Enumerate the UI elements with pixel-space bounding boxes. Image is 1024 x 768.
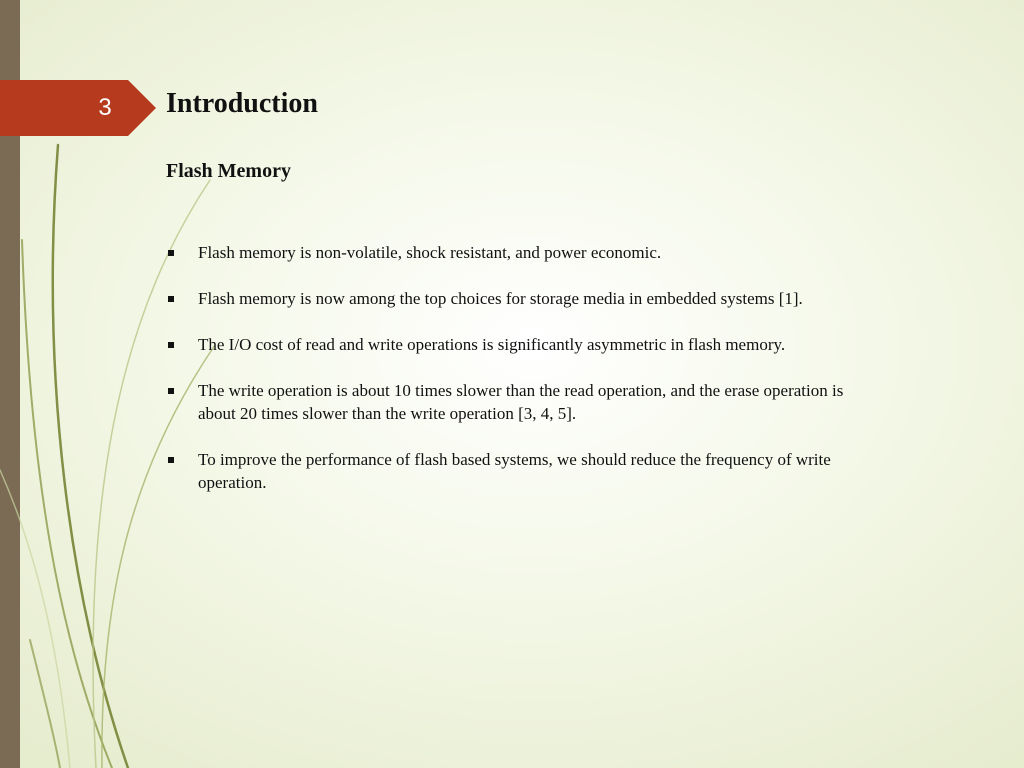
slide-title: Introduction [166, 88, 318, 119]
bullet-item [166, 287, 846, 310]
bullet-list [166, 241, 846, 517]
square-bullet-icon [168, 388, 174, 394]
square-bullet-icon [168, 250, 174, 256]
bullet-item [166, 379, 846, 425]
bullet-text: To improve the performance of flash based systems, we should reduce the frequency of write operation. [198, 450, 831, 492]
bullet-item [166, 333, 846, 356]
bullet-item [166, 241, 846, 264]
bullet-text: Flash memory is non-volatile, shock resistant, and power economic. [198, 243, 662, 262]
square-bullet-icon [168, 342, 174, 348]
bullet-text: Flash memory is now among the top choices for storage media in embedded systems [1]. [198, 289, 803, 308]
slide-subtitle: Flash Memory [166, 160, 291, 182]
bullet-text: The I/O cost of read and write operations is significantly asymmetric in flash memory. [198, 335, 786, 354]
bullet-text: The write operation is about 10 times slower than the read operation, and the erase operation is about 20 times slower than the write operation [3, 4, 5]. [198, 381, 844, 423]
square-bullet-icon [168, 457, 174, 463]
bullet-item [166, 448, 846, 494]
square-bullet-icon [168, 296, 174, 302]
slide-number: 3 [98, 94, 112, 121]
